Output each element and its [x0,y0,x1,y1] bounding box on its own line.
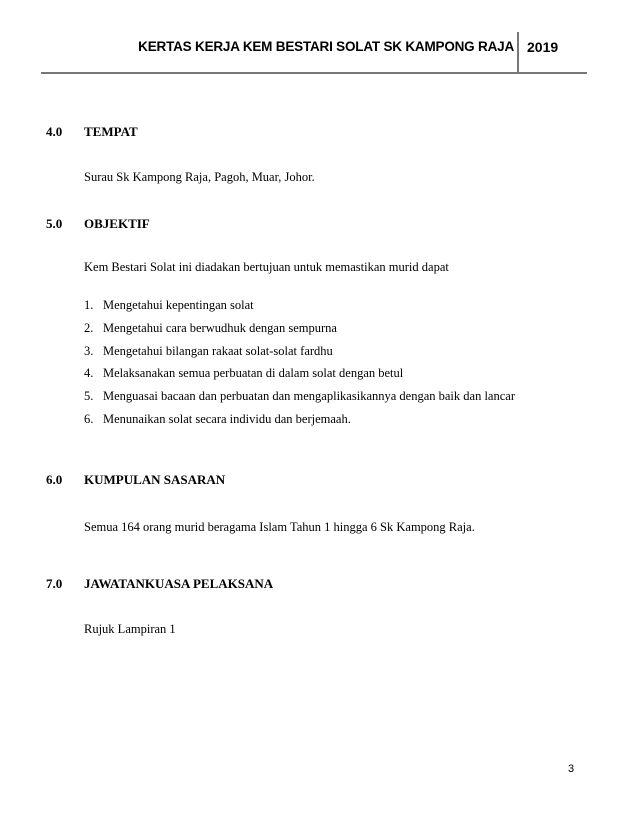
header-separator [517,32,519,74]
section-text: Rujuk Lampiran 1 [84,622,176,636]
list-item-number: 6. [84,411,94,426]
list-item-text: Menguasai bacaan dan perbuatan dan mengaplikasikannya dengan baik dan lancar [103,389,515,404]
header-title: KERTAS KERJA KEM BESTARI SOLAT SK KAMPONG RAJA [138,39,514,54]
list-item-text: Mengetahui kepentingan solat [103,298,254,312]
section-intro: Kem Bestari Solat ini diadakan bertujuan untuk memastikan murid dapat [84,260,449,274]
list-item [84,362,515,385]
list-item-text: Mengetahui cara berwudhuk dengan sempurna [103,320,337,335]
list-item-text: Melaksanakan semua perbuatan di dalam solat dengan betul [103,366,404,381]
section-number: 4.0 [46,124,63,139]
list-item [84,340,515,363]
list-item [84,317,515,340]
list-item-number: 1. [84,298,94,312]
list-item [84,294,515,317]
page-number: 3 [568,763,575,775]
header-year: 2019 [527,39,559,55]
section-title: JAWATANKUASA PELAKSANA [84,576,274,591]
list-item-number: 5. [84,389,94,404]
section-text: Semua 164 orang murid beragama Islam Tahun 1 hingga 6 Sk Kampong Raja. [84,520,475,534]
section-title: TEMPAT [84,124,138,139]
list-item-number: 3. [84,343,94,358]
list-item-number: 2. [84,320,94,335]
list-item [84,408,515,431]
section-title: KUMPULAN SASARAN [84,472,226,487]
list-item-number: 4. [84,366,94,381]
header-rule [41,72,587,74]
section-number: 5.0 [46,216,63,231]
list-item [84,385,515,408]
objective-list [84,294,515,431]
list-item-text: Menunaikan solat secara individu dan berjemaah. [103,411,351,426]
section-number: 6.0 [46,472,63,487]
section-number: 7.0 [46,576,63,591]
list-item-text: Mengetahui bilangan rakaat solat-solat fardhu [103,343,333,358]
section-text: Surau Sk Kampong Raja, Pagoh, Muar, Johor. [84,170,315,184]
section-title: OBJEKTIF [84,216,150,231]
